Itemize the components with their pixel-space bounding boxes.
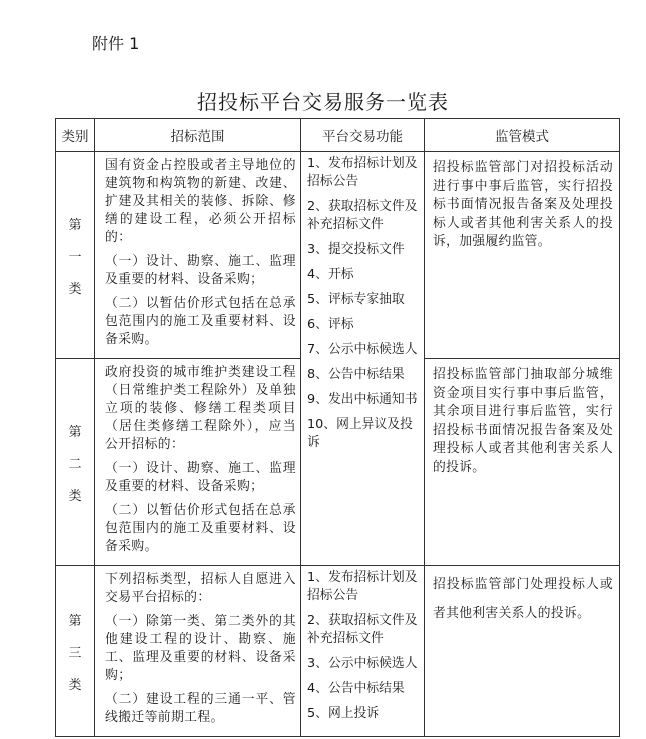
scope-3 (95, 566, 301, 737)
scope-1 (95, 152, 301, 359)
functions-third (301, 566, 425, 737)
category-2 (56, 359, 95, 566)
function-item: 8、公告中标结果 (307, 367, 405, 382)
scope-text: （一）设计、勘察、施工、监理及重要的材料、设备采购； (105, 461, 296, 494)
header-functions: 平台交易功能 (301, 119, 425, 152)
service-table (55, 118, 620, 737)
category-char: 三 (68, 645, 82, 661)
category-char: 第 (68, 613, 82, 629)
function-item: 2、获取招标文件及补充招标文件 (307, 199, 418, 232)
category-char: 类 (68, 488, 82, 504)
table-row (56, 152, 620, 359)
function-item: 9、发出中标通知书 (307, 392, 418, 407)
supervision-1: 招投标监管部门对招投标活动进行事中事后监管，实行招投标书面情况报告备案及处理投标人或者其他利害关系人的投诉，加强履约监管。 (425, 152, 620, 359)
category-char: 第 (68, 217, 82, 233)
scope-text: 下列招标类型，招标人自愿进入交易平台招标的： (105, 572, 296, 605)
scope-text: 政府投资的城市维护类建设工程（日常维护类工程除外）及单独立项的装修、修缮工程类项目（居住类修缮工程除外），应当公开招标的： (105, 365, 296, 452)
scope-text: （一）除第一类、第二类外的其他建设工程的设计、勘察、施工、监理及重要的材料、设备采购； (105, 614, 296, 683)
scope-text: 国有资金占控股或者主导地位的建筑物和构筑物的新建、改建、扩建及其相关的装修、拆除、修缮的建设工程，必须公开招标的： (105, 158, 296, 245)
function-item: 1、发布招标计划及招标公告 (307, 156, 418, 189)
function-item: 3、公示中标候选人 (307, 656, 418, 671)
function-item: 7、公示中标候选人 (307, 342, 418, 357)
category-char: 第 (68, 424, 82, 440)
function-item: 4、公告中标结果 (307, 681, 405, 696)
category-char: 一 (68, 249, 82, 265)
function-item: 5、网上投诉 (307, 706, 380, 721)
page-title: 招投标平台交易服务一览表 (197, 90, 449, 114)
attachment-label: 附件 1 (92, 34, 140, 53)
function-item: 1、发布招标计划及招标公告 (307, 570, 418, 603)
functions-main (301, 152, 425, 566)
supervision-3: 招投标监管部门处理投标人或者其他利害关系人的投诉。 (425, 566, 620, 737)
category-3 (56, 566, 95, 737)
function-item: 5、评标专家抽取 (307, 292, 405, 307)
function-item: 2、获取招标文件及补充招标文件 (307, 613, 418, 646)
scope-text: （二）建设工程的三通一平、管线搬迁等前期工程。 (105, 692, 296, 725)
header-supervision: 监管模式 (425, 119, 620, 152)
scope-2 (95, 359, 301, 566)
table-header-row (56, 119, 620, 152)
scope-text: （一）设计、勘察、施工、监理及重要的材料、设备采购； (105, 254, 296, 287)
function-item: 4、开标 (307, 267, 354, 282)
category-char: 类 (68, 677, 82, 693)
header-category: 类别 (56, 119, 95, 152)
function-item: 6、评标 (307, 317, 354, 332)
function-item: 3、提交投标文件 (307, 242, 405, 257)
supervision-2: 招投标监管部门抽取部分城维资金项目实行事中事后监管，其余项目进行事后监管，实行招投标书面情况报告备案及处理投标人或者其他利害关系人的投诉。 (425, 359, 620, 566)
header-scope: 招标范围 (95, 119, 301, 152)
category-1 (56, 152, 95, 359)
scope-text: （二）以暂估价形式包括在总承包范围内的施工及重要材料、设备采购。 (105, 503, 296, 554)
category-char: 类 (68, 281, 82, 297)
category-char: 二 (68, 456, 82, 472)
function-item: 10、网上异议及投诉 (307, 417, 413, 450)
table-row (56, 566, 620, 737)
scope-text: （二）以暂估价形式包括在总承包范围内的施工及重要材料、设备采购。 (105, 296, 296, 347)
